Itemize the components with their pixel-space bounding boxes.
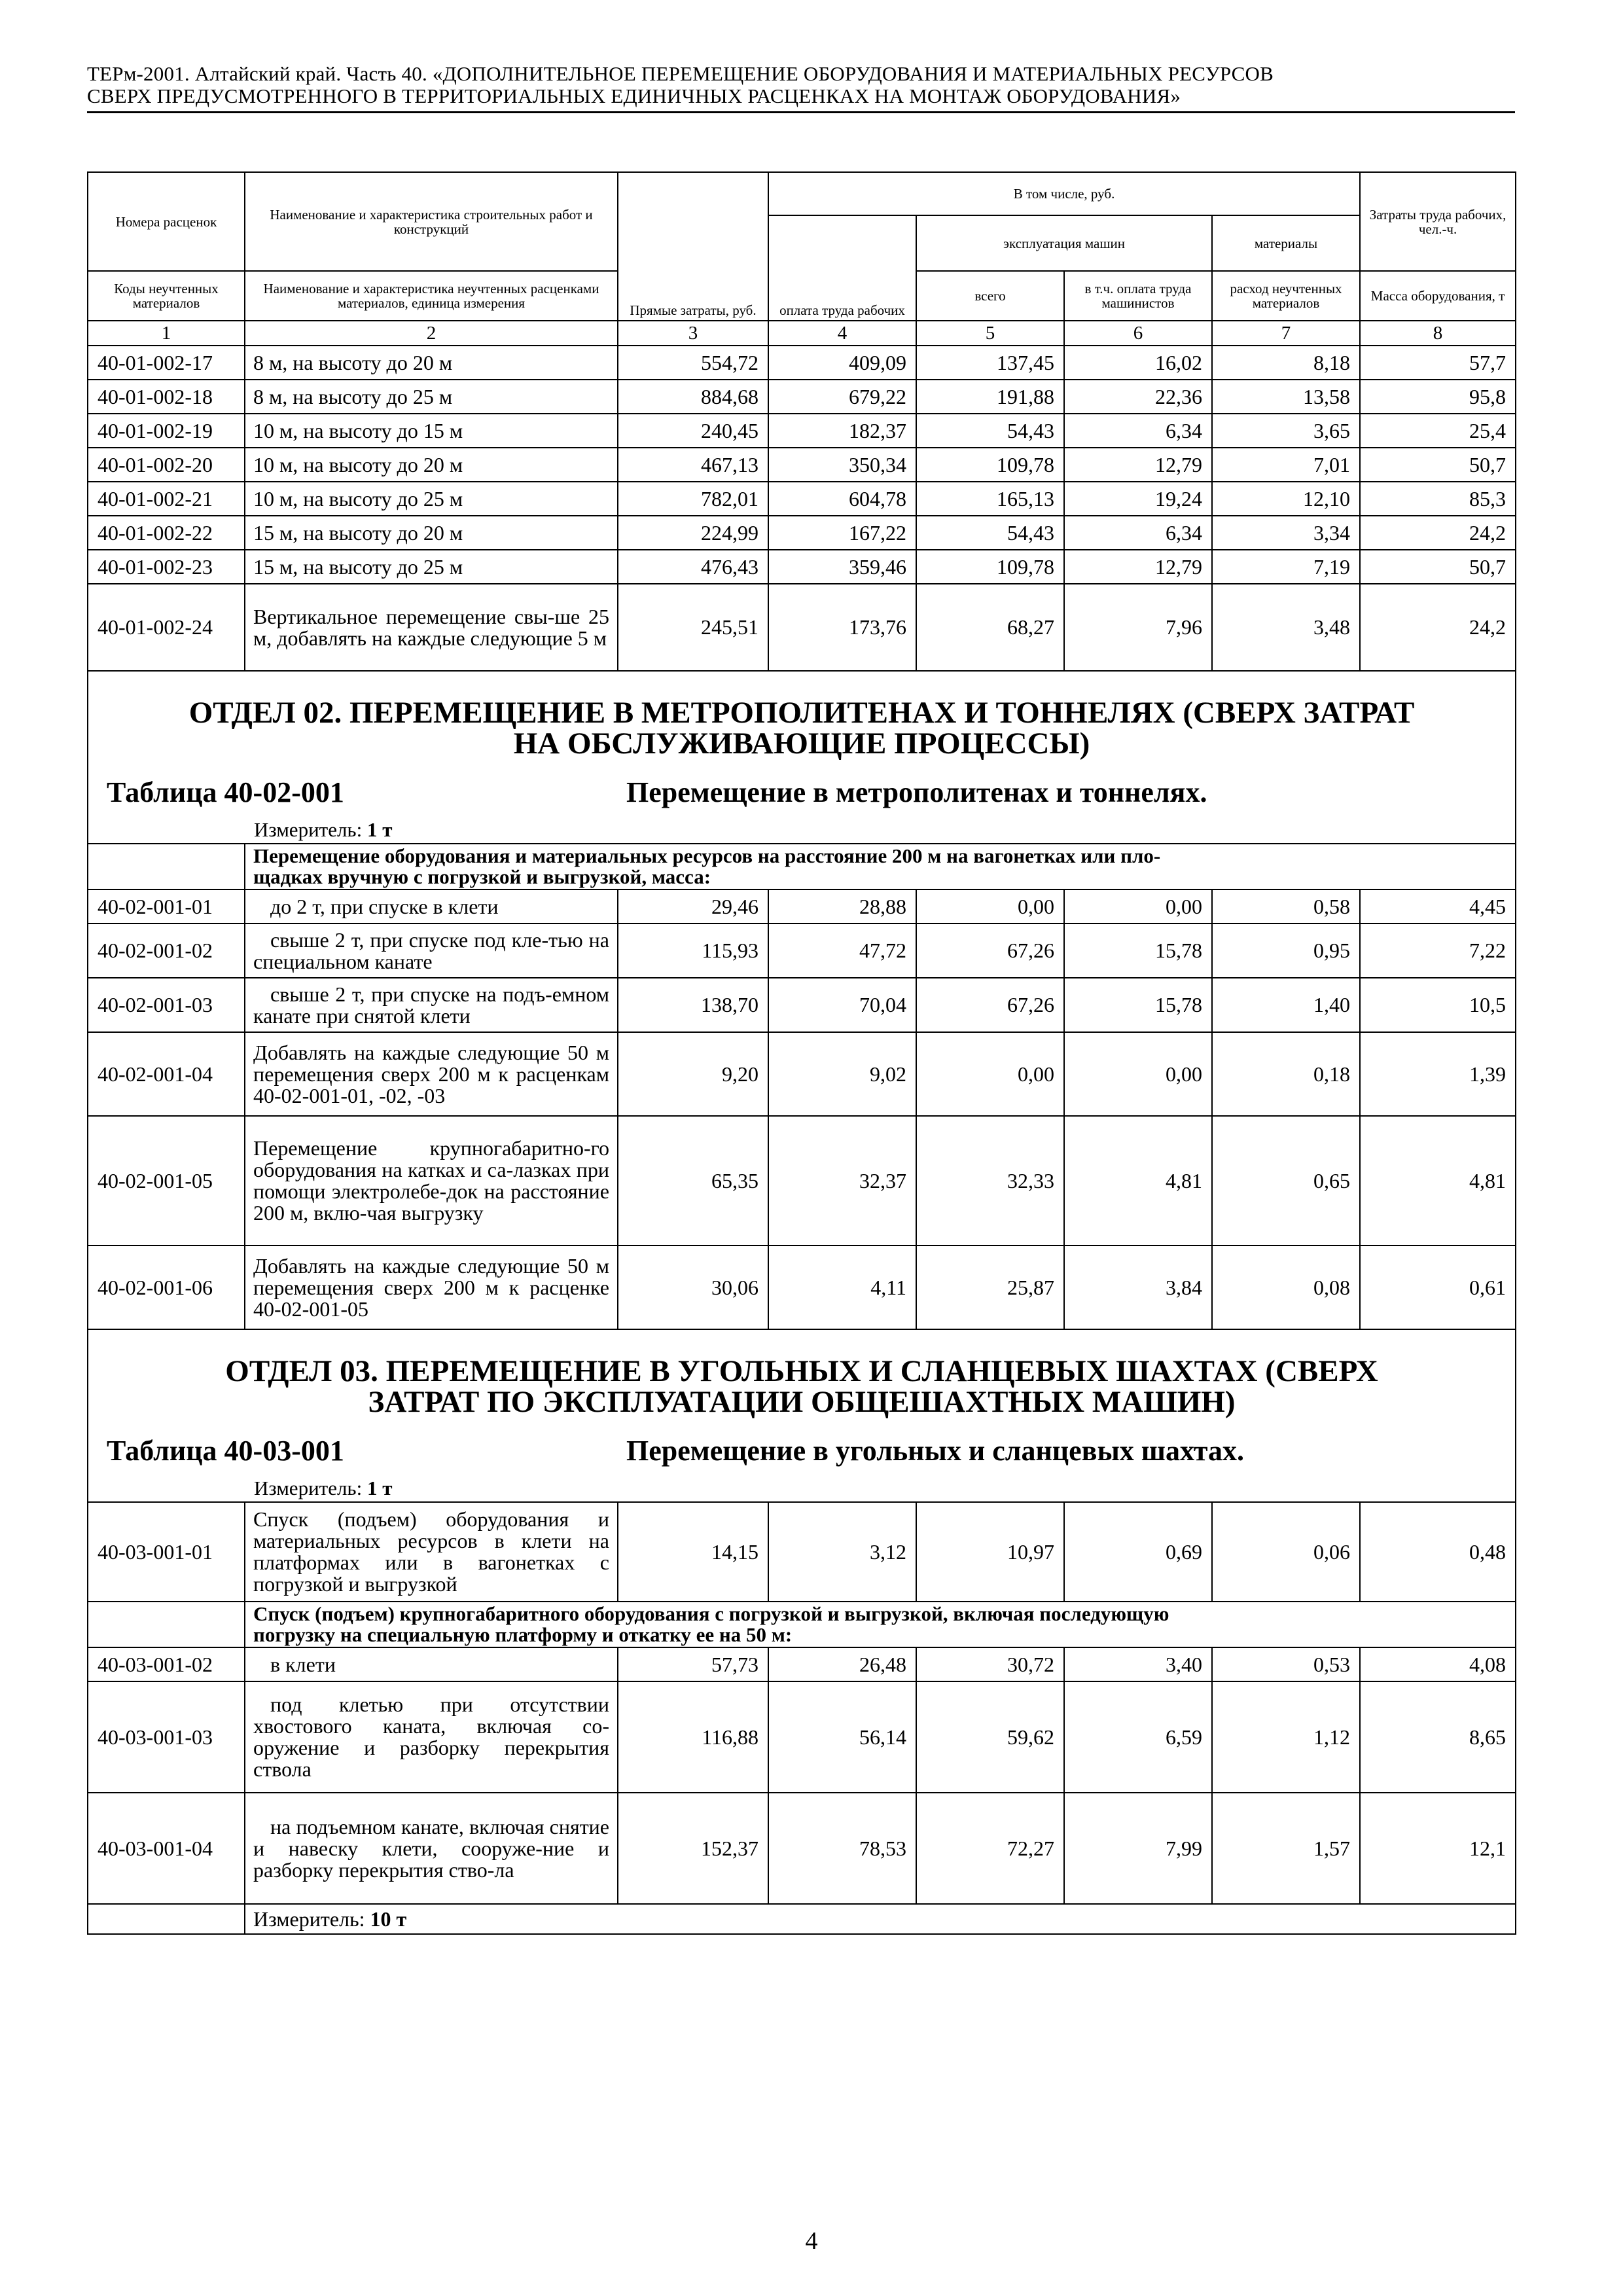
- rate-value: 0,53: [1212, 1647, 1360, 1681]
- measure-unit: [254, 817, 1515, 843]
- group-heading-row: [88, 844, 1516, 889]
- rate-value: 3,40: [1064, 1647, 1212, 1681]
- rate-value: 15,78: [1064, 978, 1212, 1032]
- rate-value: 138,70: [618, 978, 768, 1032]
- rate-value: 57,7: [1360, 346, 1516, 380]
- group-code-blank: [88, 1602, 245, 1647]
- rate-value: 85,3: [1360, 482, 1516, 516]
- rate-value: 1,39: [1360, 1032, 1516, 1116]
- trailing-blank: [88, 1904, 245, 1934]
- rate-value: 57,73: [618, 1647, 768, 1681]
- rate-value: 78,53: [768, 1793, 916, 1904]
- rate-code: 40-01-002-24: [88, 584, 245, 671]
- rate-value: 29,46: [618, 889, 768, 924]
- rate-value: 0,69: [1064, 1502, 1212, 1602]
- rate-value: 6,59: [1064, 1681, 1212, 1793]
- rate-value: 56,14: [768, 1681, 916, 1793]
- rate-code: 40-01-002-18: [88, 380, 245, 414]
- measure-label: Измеритель:: [253, 1907, 365, 1931]
- table-row: [88, 346, 1516, 380]
- rate-code: 40-03-001-01: [88, 1502, 245, 1602]
- rate-value: 54,43: [916, 516, 1064, 550]
- rate-name: Добавлять на каждые следующие 50 м перемещения сверх 200 м к расценке 40-02-001-05: [245, 1246, 618, 1329]
- rate-value: 152,37: [618, 1793, 768, 1904]
- measure-value: 10 т: [370, 1907, 407, 1931]
- rate-value: 25,4: [1360, 414, 1516, 448]
- rate-value: 95,8: [1360, 380, 1516, 414]
- column-number: 6: [1064, 321, 1212, 346]
- rate-name: 10 м, на высоту до 20 м: [245, 448, 618, 482]
- rate-code: 40-03-001-03: [88, 1681, 245, 1793]
- rate-value: 4,81: [1064, 1116, 1212, 1246]
- rate-value: 50,7: [1360, 448, 1516, 482]
- rate-code: 40-02-001-01: [88, 889, 245, 924]
- section-header-row: [88, 671, 1516, 844]
- measure-value: 1 т: [366, 1477, 393, 1499]
- table-row: [88, 482, 1516, 516]
- rate-value: 679,22: [768, 380, 916, 414]
- column-number: 3: [618, 321, 768, 346]
- group-heading: [245, 1602, 1516, 1647]
- rate-value: 7,01: [1212, 448, 1360, 482]
- hdr-unaccounted: расход неучтенных материалов: [1212, 271, 1360, 321]
- rate-value: 1,12: [1212, 1681, 1360, 1793]
- group-heading-line-1: Спуск (подъем) крупногабаритного оборудования с погрузкой и выгрузкой, включая последующую: [253, 1602, 1169, 1625]
- rate-value: 467,13: [618, 448, 768, 482]
- rate-value: 6,34: [1064, 414, 1212, 448]
- rate-value: 22,36: [1064, 380, 1212, 414]
- rate-value: 4,81: [1360, 1116, 1516, 1246]
- rate-value: 7,22: [1360, 924, 1516, 978]
- rate-value: 15,78: [1064, 924, 1212, 978]
- rate-value: 0,08: [1212, 1246, 1360, 1329]
- rate-code: 40-01-002-17: [88, 346, 245, 380]
- rate-value: 0,00: [916, 889, 1064, 924]
- group-heading-line-2: погрузку на специальную платформу и откатку ее на 50 м:: [253, 1623, 793, 1646]
- rate-code: 40-02-001-06: [88, 1246, 245, 1329]
- hdr-in-that: В том числе, руб.: [768, 172, 1360, 215]
- table-row: [88, 924, 1516, 978]
- rate-name: Добавлять на каждые следующие 50 м перемещения сверх 200 м к расценкам 40-02-001-01, -02, -03: [245, 1032, 618, 1116]
- table-name: Перемещение в угольных и сланцевых шахтах.: [626, 1435, 1245, 1467]
- table-row: [88, 1246, 1516, 1329]
- table-row: [88, 584, 1516, 671]
- rate-value: 4,45: [1360, 889, 1516, 924]
- rate-value: 782,01: [618, 482, 768, 516]
- rate-value: 137,45: [916, 346, 1064, 380]
- rate-value: 0,65: [1212, 1116, 1360, 1246]
- rate-value: 72,27: [916, 1793, 1064, 1904]
- rate-value: 0,00: [1064, 889, 1212, 924]
- rate-value: 8,18: [1212, 346, 1360, 380]
- rate-value: 16,02: [1064, 346, 1212, 380]
- measure-unit: [254, 1475, 1515, 1501]
- rate-value: 4,08: [1360, 1647, 1516, 1681]
- rate-value: 47,72: [768, 924, 916, 978]
- rate-value: 0,18: [1212, 1032, 1360, 1116]
- rate-value: 409,09: [768, 346, 916, 380]
- rate-value: 884,68: [618, 380, 768, 414]
- rate-value: 359,46: [768, 550, 916, 584]
- header-line-2: СВЕРХ ПРЕДУСМОТРЕННОГО В ТЕРРИТОРИАЛЬНЫХ ЕДИНИЧНЫХ РАСЦЕНКАХ НА МОНТАЖ ОБОРУДОВАНИЯ»: [87, 84, 1181, 107]
- rate-name: 10 м, на высоту до 25 м: [245, 482, 618, 516]
- rate-value: 191,88: [916, 380, 1064, 414]
- rate-value: 26,48: [768, 1647, 916, 1681]
- rate-value: 554,72: [618, 346, 768, 380]
- column-number: 4: [768, 321, 916, 346]
- rate-value: 24,2: [1360, 584, 1516, 671]
- rate-value: 65,35: [618, 1116, 768, 1246]
- rate-value: 25,87: [916, 1246, 1064, 1329]
- section-title-line-2: ЗАТРАТ ПО ЭКСПЛУАТАЦИИ ОБЩЕШАХТНЫХ МАШИН): [368, 1385, 1236, 1419]
- page-number: 4: [805, 2227, 818, 2255]
- rate-value: 0,95: [1212, 924, 1360, 978]
- table-caption: [88, 1435, 1515, 1475]
- rate-name: Вертикальное перемещение свы-ше 25 м, добавлять на каждые следующие 5 м: [245, 584, 618, 671]
- hdr-machinist-wages: в т.ч. оплата труда машинистов: [1064, 271, 1212, 321]
- group-heading-row: [88, 1602, 1516, 1647]
- rate-value: 12,79: [1064, 550, 1212, 584]
- rate-value: 240,45: [618, 414, 768, 448]
- rate-value: 9,02: [768, 1032, 916, 1116]
- rate-value: 3,34: [1212, 516, 1360, 550]
- rate-value: 19,24: [1064, 482, 1212, 516]
- section-header-row: [88, 1329, 1516, 1502]
- hdr-wages: оплата труда рабочих: [768, 215, 916, 321]
- rate-value: 68,27: [916, 584, 1064, 671]
- section-title-line-2: НА ОБСЛУЖИВАЮЩИЕ ПРОЦЕССЫ): [513, 726, 1090, 761]
- table-caption: [88, 776, 1515, 817]
- hdr-machines: эксплуатация машин: [916, 215, 1212, 271]
- rate-value: 70,04: [768, 978, 916, 1032]
- rate-code: 40-03-001-02: [88, 1647, 245, 1681]
- rate-code: 40-02-001-02: [88, 924, 245, 978]
- header-line-1: ТЕРм-2001. Алтайский край. Часть 40. «ДОПОЛНИТЕЛЬНОЕ ПЕРЕМЕЩЕНИЕ ОБОРУДОВАНИЯ И МАТЕРИАЛЬНЫХ РЕСУРСОВ: [87, 62, 1274, 85]
- rate-name: Спуск (подъем) оборудования и материальных ресурсов в клети на платформах или в вагонетках с погрузкой и выгрузкой: [245, 1502, 618, 1602]
- table-name: Перемещение в метрополитенах и тоннелях.: [626, 776, 1207, 808]
- section-header-cell: [88, 671, 1516, 844]
- rate-value: 1,57: [1212, 1793, 1360, 1904]
- group-code-blank: [88, 844, 245, 889]
- rate-value: 59,62: [916, 1681, 1064, 1793]
- rate-value: 28,88: [768, 889, 916, 924]
- rate-value: 109,78: [916, 550, 1064, 584]
- rate-value: 1,40: [1212, 978, 1360, 1032]
- table-row: [88, 1032, 1516, 1116]
- rate-value: 476,43: [618, 550, 768, 584]
- section-title: [141, 1356, 1463, 1418]
- section-title: [141, 698, 1463, 759]
- rate-value: 10,5: [1360, 978, 1516, 1032]
- rate-value: 6,34: [1064, 516, 1212, 550]
- measure-value: 1 т: [366, 818, 393, 841]
- rate-value: 3,48: [1212, 584, 1360, 671]
- rate-name: Перемещение крупногабаритно-го оборудования на катках и са-лазках при помощи электролебе-док на расстояние 200 м, вклю-чая выгрузку: [245, 1116, 618, 1246]
- rate-value: 7,19: [1212, 550, 1360, 584]
- rate-value: 7,96: [1064, 584, 1212, 671]
- hdr-col1-top: Номера расценок: [88, 172, 245, 271]
- rate-value: 8,65: [1360, 1681, 1516, 1793]
- table-row: [88, 448, 1516, 482]
- rates-table: [87, 171, 1516, 1935]
- rate-value: 0,00: [916, 1032, 1064, 1116]
- rate-name: 8 м, на высоту до 20 м: [245, 346, 618, 380]
- rate-value: 167,22: [768, 516, 916, 550]
- rate-value: 165,13: [916, 482, 1064, 516]
- rate-value: 10,97: [916, 1502, 1064, 1602]
- group-heading-line-2: щадках вручную с погрузкой и выгрузкой, масса:: [253, 865, 711, 888]
- table-row: [88, 1681, 1516, 1793]
- rate-value: 0,58: [1212, 889, 1360, 924]
- rate-name: под клетью при отсутствии хвостового каната, включая со-оружение и разборку перекрытия ствола: [245, 1681, 618, 1793]
- table-row: [88, 414, 1516, 448]
- rate-value: 30,72: [916, 1647, 1064, 1681]
- column-number: 1: [88, 321, 245, 346]
- rate-value: 115,93: [618, 924, 768, 978]
- rate-value: 12,1: [1360, 1793, 1516, 1904]
- group-heading: [245, 844, 1516, 889]
- table-row: [88, 516, 1516, 550]
- hdr-col1-bottom: Коды неучтенных материалов: [88, 271, 245, 321]
- hdr-labor: Затраты труда рабочих, чел.-ч.: [1360, 172, 1516, 271]
- column-number: 2: [245, 321, 618, 346]
- rate-value: 24,2: [1360, 516, 1516, 550]
- rate-value: 12,79: [1064, 448, 1212, 482]
- rate-value: 604,78: [768, 482, 916, 516]
- column-number: 8: [1360, 321, 1516, 346]
- rate-code: 40-01-002-19: [88, 414, 245, 448]
- table-row: [88, 1793, 1516, 1904]
- column-number: 5: [916, 321, 1064, 346]
- rate-code: 40-01-002-23: [88, 550, 245, 584]
- hdr-col3: Прямые затраты, руб.: [618, 172, 768, 321]
- measure-label: Измеритель:: [254, 818, 363, 841]
- rate-value: 3,65: [1212, 414, 1360, 448]
- rate-name: свыше 2 т, при спуске на подъ-емном канате при снятой клети: [245, 978, 618, 1032]
- measure-label: Измеритель:: [254, 1477, 363, 1499]
- rate-value: 182,37: [768, 414, 916, 448]
- group-heading-line-1: Перемещение оборудования и материальных ресурсов на расстояние 200 м на вагонетках или пло-: [253, 844, 1161, 867]
- rate-value: 0,00: [1064, 1032, 1212, 1116]
- rate-value: 116,88: [618, 1681, 768, 1793]
- table-row: [88, 1116, 1516, 1246]
- section-title-line-1: ОТДЕЛ 03. ПЕРЕМЕЩЕНИЕ В УГОЛЬНЫХ И СЛАНЦЕВЫХ ШАХТАХ (СВЕРХ: [225, 1354, 1378, 1388]
- table-row: [88, 889, 1516, 924]
- hdr-materials: материалы: [1212, 215, 1360, 271]
- rate-code: 40-02-001-03: [88, 978, 245, 1032]
- rate-value: 3,84: [1064, 1246, 1212, 1329]
- table-row: [88, 978, 1516, 1032]
- rate-name: 15 м, на высоту до 25 м: [245, 550, 618, 584]
- table-number: Таблица 40-03-001: [107, 1435, 344, 1467]
- rate-name: до 2 т, при спуске в клети: [245, 889, 618, 924]
- rate-value: 350,34: [768, 448, 916, 482]
- rate-value: 0,48: [1360, 1502, 1516, 1602]
- column-numbers-row: [88, 321, 1516, 346]
- rate-value: 173,76: [768, 584, 916, 671]
- rate-name: свыше 2 т, при спуске под кле-тью на специальном канате: [245, 924, 618, 978]
- rate-value: 3,12: [768, 1502, 916, 1602]
- column-number: 7: [1212, 321, 1360, 346]
- rate-value: 4,11: [768, 1246, 916, 1329]
- section-title-line-1: ОТДЕЛ 02. ПЕРЕМЕЩЕНИЕ В МЕТРОПОЛИТЕНАХ И ТОННЕЛЯХ (СВЕРХ ЗАТРАТ: [188, 696, 1415, 730]
- rate-code: 40-01-002-20: [88, 448, 245, 482]
- rate-value: 32,37: [768, 1116, 916, 1246]
- rate-value: 13,58: [1212, 380, 1360, 414]
- hdr-col2-bottom: Наименование и характеристика неучтенных расценками материалов, единица измерения: [245, 271, 618, 321]
- rate-value: 109,78: [916, 448, 1064, 482]
- rate-value: 32,33: [916, 1116, 1064, 1246]
- rate-code: 40-01-002-21: [88, 482, 245, 516]
- rate-code: 40-03-001-04: [88, 1793, 245, 1904]
- hdr-total: всего: [916, 271, 1064, 321]
- table-row: [88, 550, 1516, 584]
- rate-value: 30,06: [618, 1246, 768, 1329]
- hdr-mass: Масса оборудования, т: [1360, 271, 1516, 321]
- trailing-measure: [245, 1904, 1516, 1934]
- rate-name: на подъемном канате, включая снятие и навеску клети, сооруже-ние и разборку перекрытия ство-ла: [245, 1793, 618, 1904]
- rate-name: 8 м, на высоту до 25 м: [245, 380, 618, 414]
- rate-value: 7,99: [1064, 1793, 1212, 1904]
- table-number: Таблица 40-02-001: [107, 776, 344, 808]
- rate-value: 245,51: [618, 584, 768, 671]
- rate-value: 9,20: [618, 1032, 768, 1116]
- page-header: [87, 63, 1515, 113]
- rate-code: 40-01-002-22: [88, 516, 245, 550]
- rate-value: 67,26: [916, 924, 1064, 978]
- table-row: [88, 1647, 1516, 1681]
- table-row: [88, 1502, 1516, 1602]
- rate-value: 54,43: [916, 414, 1064, 448]
- rate-value: 224,99: [618, 516, 768, 550]
- hdr-col2-top: Наименование и характеристика строительных работ и конструкций: [245, 172, 618, 271]
- rate-code: 40-02-001-05: [88, 1116, 245, 1246]
- table-row: [88, 380, 1516, 414]
- rate-value: 67,26: [916, 978, 1064, 1032]
- rate-name: 10 м, на высоту до 15 м: [245, 414, 618, 448]
- rate-code: 40-02-001-04: [88, 1032, 245, 1116]
- rate-value: 50,7: [1360, 550, 1516, 584]
- rate-value: 0,06: [1212, 1502, 1360, 1602]
- rate-value: 12,10: [1212, 482, 1360, 516]
- rate-name: в клети: [245, 1647, 618, 1681]
- section-header-cell: [88, 1329, 1516, 1502]
- rate-value: 0,61: [1360, 1246, 1516, 1329]
- trailing-measure-row: [88, 1904, 1516, 1934]
- rate-value: 14,15: [618, 1502, 768, 1602]
- rate-name: 15 м, на высоту до 20 м: [245, 516, 618, 550]
